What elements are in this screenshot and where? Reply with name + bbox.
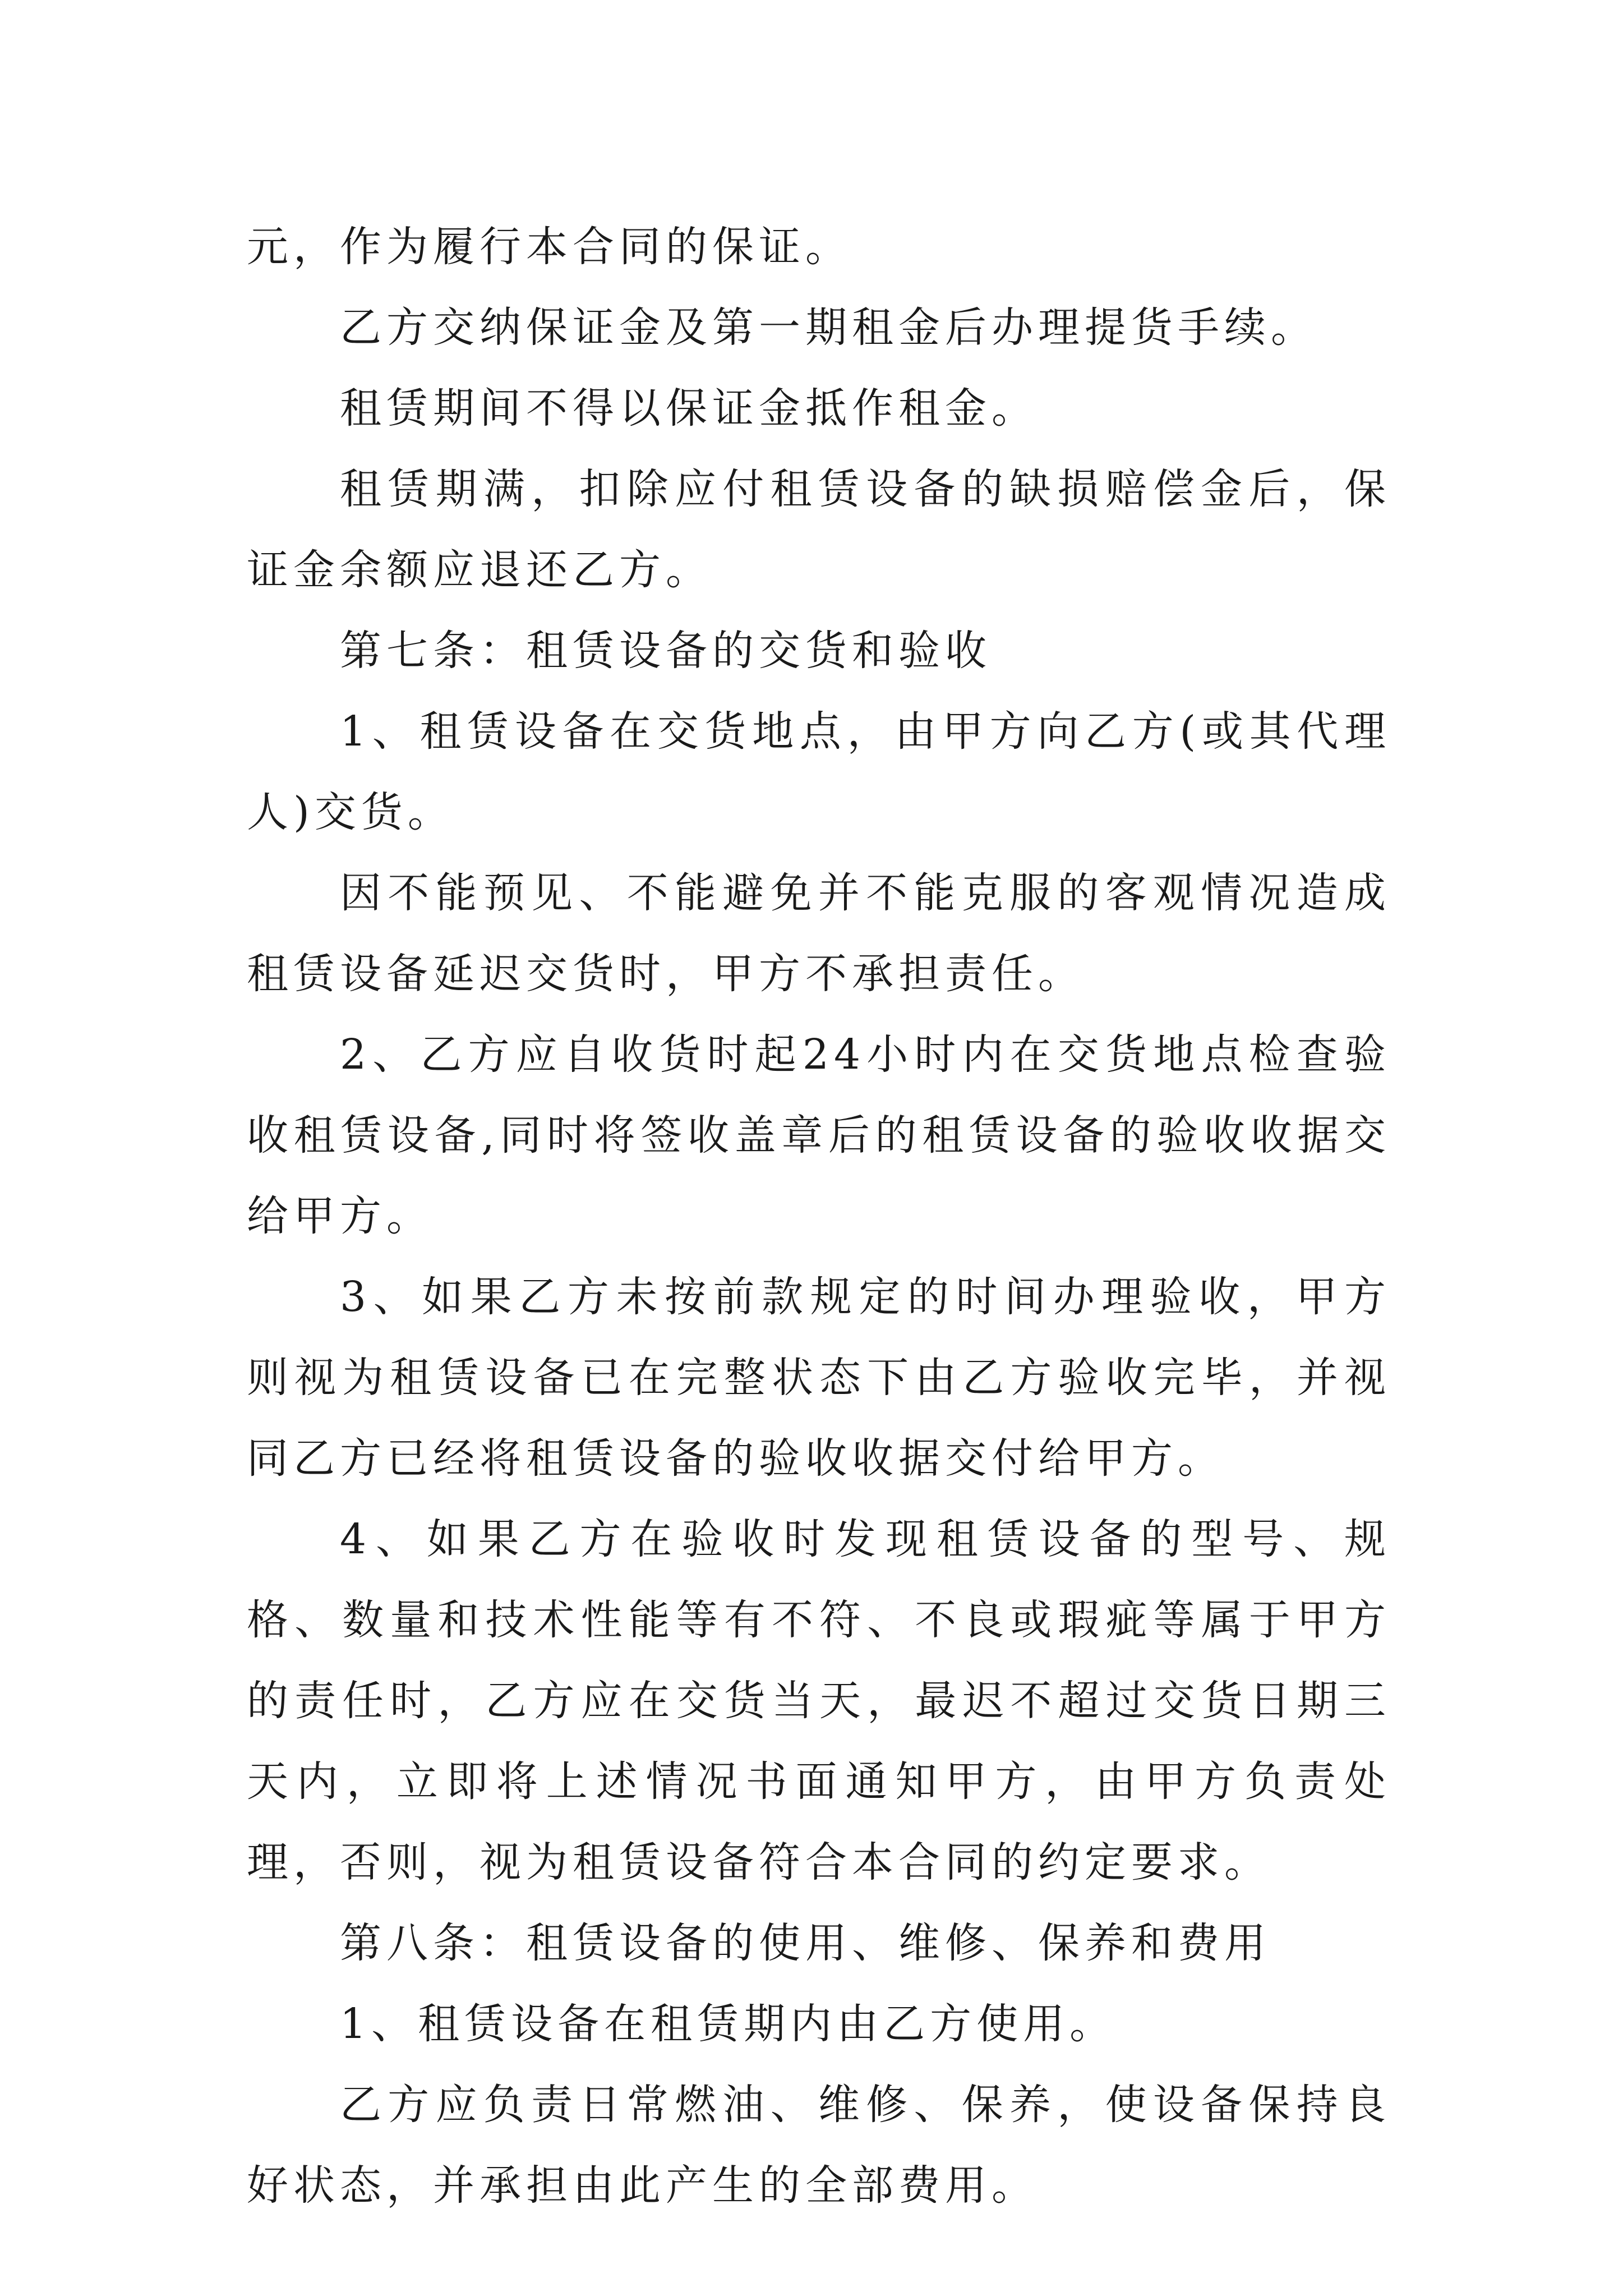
paragraph: 元，作为履行本合同的保证。 xyxy=(247,223,852,271)
paragraph: 乙方应负责日常燃油、维修、保养，使设备保持良好状态，并承担由此产生的全部费用。 xyxy=(247,2081,1391,2210)
paragraph: 因不能预见、不能避免并不能克服的客观情况造成租赁设备延迟交货时，甲方不承担责任。 xyxy=(247,869,1391,998)
section-heading: 第七条：租赁设备的交货和验收 xyxy=(340,627,992,675)
paragraph: 1、租赁设备在租赁期内由乙方使用。 xyxy=(340,2000,1117,2048)
paragraph: 乙方交纳保证金及第一期租金后办理提货手续。 xyxy=(340,303,1317,352)
paragraph: 1、租赁设备在交货地点，由甲方向乙方(或其代理人)交货。 xyxy=(247,707,1391,836)
paragraph: 3、如果乙方未按前款规定的时间办理验收，甲方则视为租赁设备已在完整状态下由乙方验收完毕，并视同乙方已经将租赁设备的验收收据交付给甲方。 xyxy=(247,1273,1391,1483)
document-body xyxy=(247,206,1391,2226)
paragraph: 租赁期间不得以保证金抵作租金。 xyxy=(340,384,1038,432)
paragraph: 2、乙方应自收货时起24小时内在交货地点检查验收租赁设备,同时将签收盖章后的租赁设备的验收收据交给甲方。 xyxy=(247,1030,1391,1240)
paragraph: 租赁期满，扣除应付租赁设备的缺损赔偿金后，保证金余额应退还乙方。 xyxy=(247,465,1391,594)
paragraph: 4、如果乙方在验收时发现租赁设备的型号、规格、数量和技术性能等有不符、不良或瑕疵等属于甲方的责任时，乙方应在交货当天，最迟不超过交货日期三天内，立即将上述情况书面通知甲方，由甲方负责处理，否则，视为租赁设备符合本合同的约定要求。 xyxy=(247,1515,1391,1887)
section-heading: 第八条：租赁设备的使用、维修、保养和费用 xyxy=(340,1919,1271,1967)
